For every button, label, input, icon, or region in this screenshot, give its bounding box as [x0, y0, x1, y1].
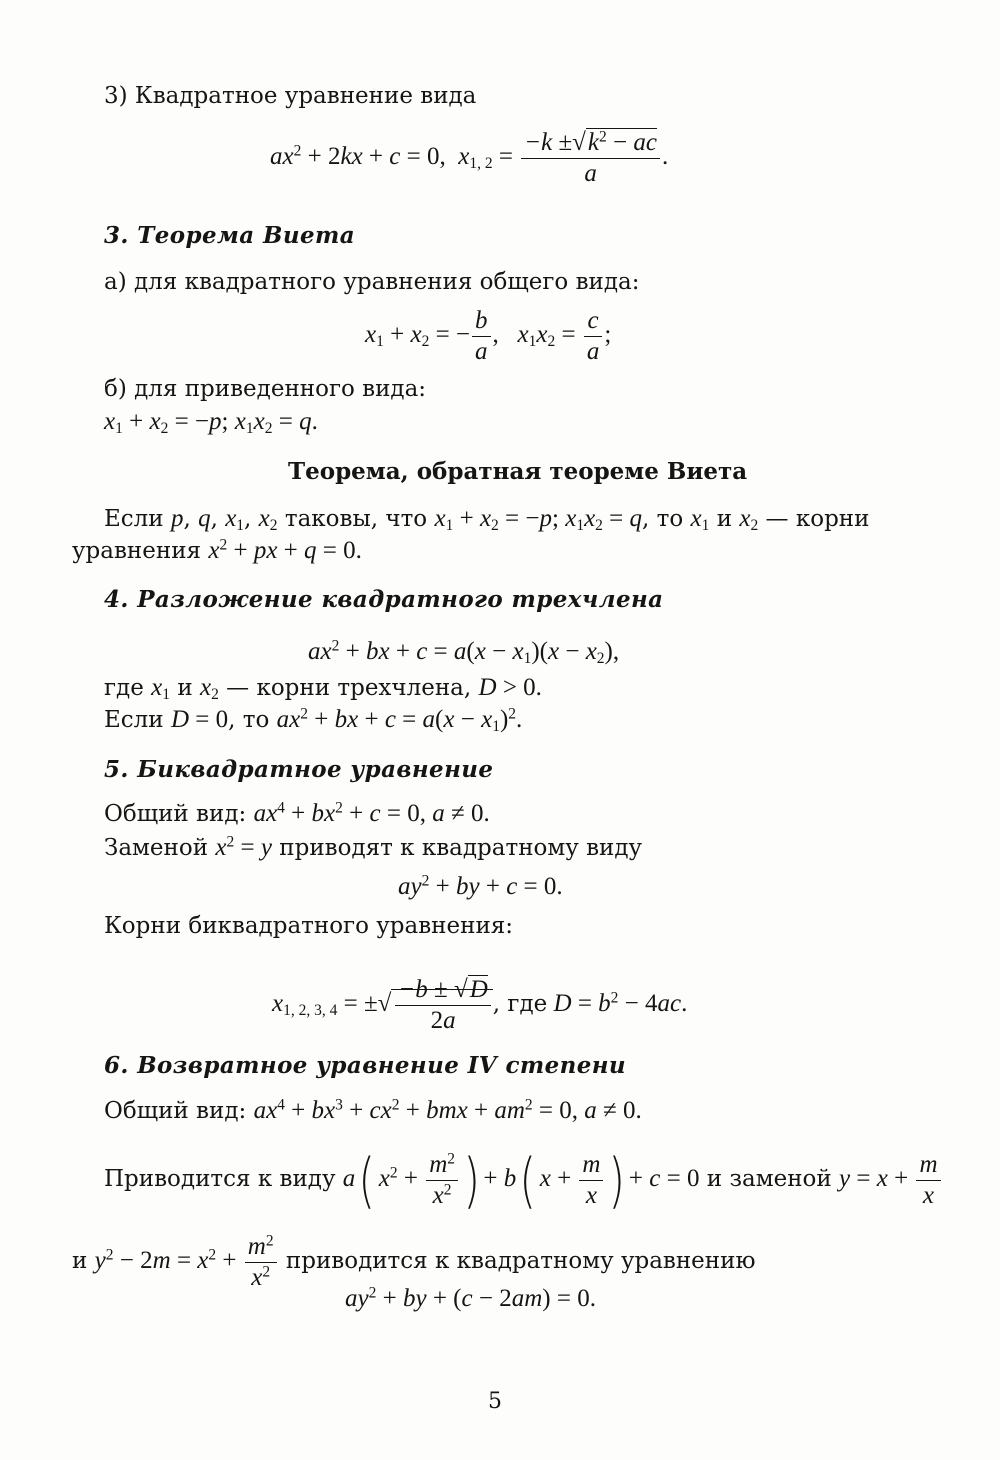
item3-intro: 3) Квадратное уравнение вида	[104, 83, 477, 109]
converse-title: Теорема, обратная теореме Виета	[288, 458, 748, 485]
section3-a-text: а) для квадратного уравнения общего вида:	[104, 269, 640, 295]
section3-title: 3. Теорема Виета	[104, 222, 356, 249]
formula-even-coefficient: $ax^2 + 2kx + c = 0$, $x_{1, 2}$ = $\frac{-k \pm√k^2 - ac}{a}$ .	[270, 128, 669, 187]
section6-general: Общий вид: $ax^4 + bx^3 + cx^2$ + bmx + $am^2 = 0$, a ≠ 0.	[104, 1096, 642, 1124]
converse-line1: Если p, q, $x_1$, $x_2$ таковы, что $x_1 + x_2 = -p$; $x_1x_2 = q$, то $x_1$ и $x_2$ — корни	[104, 505, 870, 534]
formula-reciprocal-reduced: $ay^2$ + by + (c − 2am) = 0.	[345, 1284, 596, 1312]
section4-title: 4. Разложение квадратного трехчлена	[104, 586, 664, 613]
section5-roots-title: Корни биквадратного уравнения:	[104, 913, 514, 939]
section6-square-line: и $y^2 - 2m = x^2$ + $\frac{m^2}{x^2}$ приводится к квадратному уравнению	[72, 1232, 756, 1291]
formula-biquadratic-reduced: $ay^2$ + by + c = 0.	[398, 872, 563, 900]
section6-reduces-line: Приводится к виду a( $x^2$ + $\frac{m^2}{x^2}$ ) + b( x + $\frac{m}{x}$ ) + c = 0 и заменой y = x + $\frac{m}{x}$	[104, 1150, 943, 1211]
formula-factorization: $ax^2$ + bx + $c = a(x - x_1)(x - x_2)$,	[308, 637, 620, 667]
section4-double-root-line: Если D = 0, то $ax^2$ + bx + $c = a(x - x_1)^2$.	[104, 705, 523, 735]
formula-vieta-reduced: $x_1 + x_2 = -p$; $x_1x_2 = q$.	[104, 408, 318, 437]
formula-vieta-general: $x_1 + x_2$ = − $\frac{b}{a}$ , $x_1x_2$ = $\frac{c}{a}$ ;	[365, 307, 612, 365]
section5-general: Общий вид: $ax^4 + bx^2 + c = 0$, a ≠ 0.	[104, 799, 490, 827]
converse-line2: уравнения $x^2$ + px + q = 0.	[72, 536, 362, 564]
page-number: 5	[488, 1389, 502, 1414]
formula-biquadratic-roots: $x_{1, 2, 3, 4}$ = ±√ $\frac{-b \pm √D}{2a}$ , где $D = b^2 - 4ac$.	[272, 976, 688, 1034]
section5-title: 5. Биквадратное уравнение	[104, 756, 494, 783]
section4-roots-line: где $x_1$ и $x_2$ — корни трехчлена, D > 0.	[104, 674, 542, 703]
section5-substitution: Заменой $x^2 = y$ приводят к квадратному виду	[104, 833, 643, 861]
section6-title: 6. Возвратное уравнение IV степени	[104, 1052, 627, 1079]
section3-b-text: б) для приведенного вида:	[104, 376, 427, 402]
